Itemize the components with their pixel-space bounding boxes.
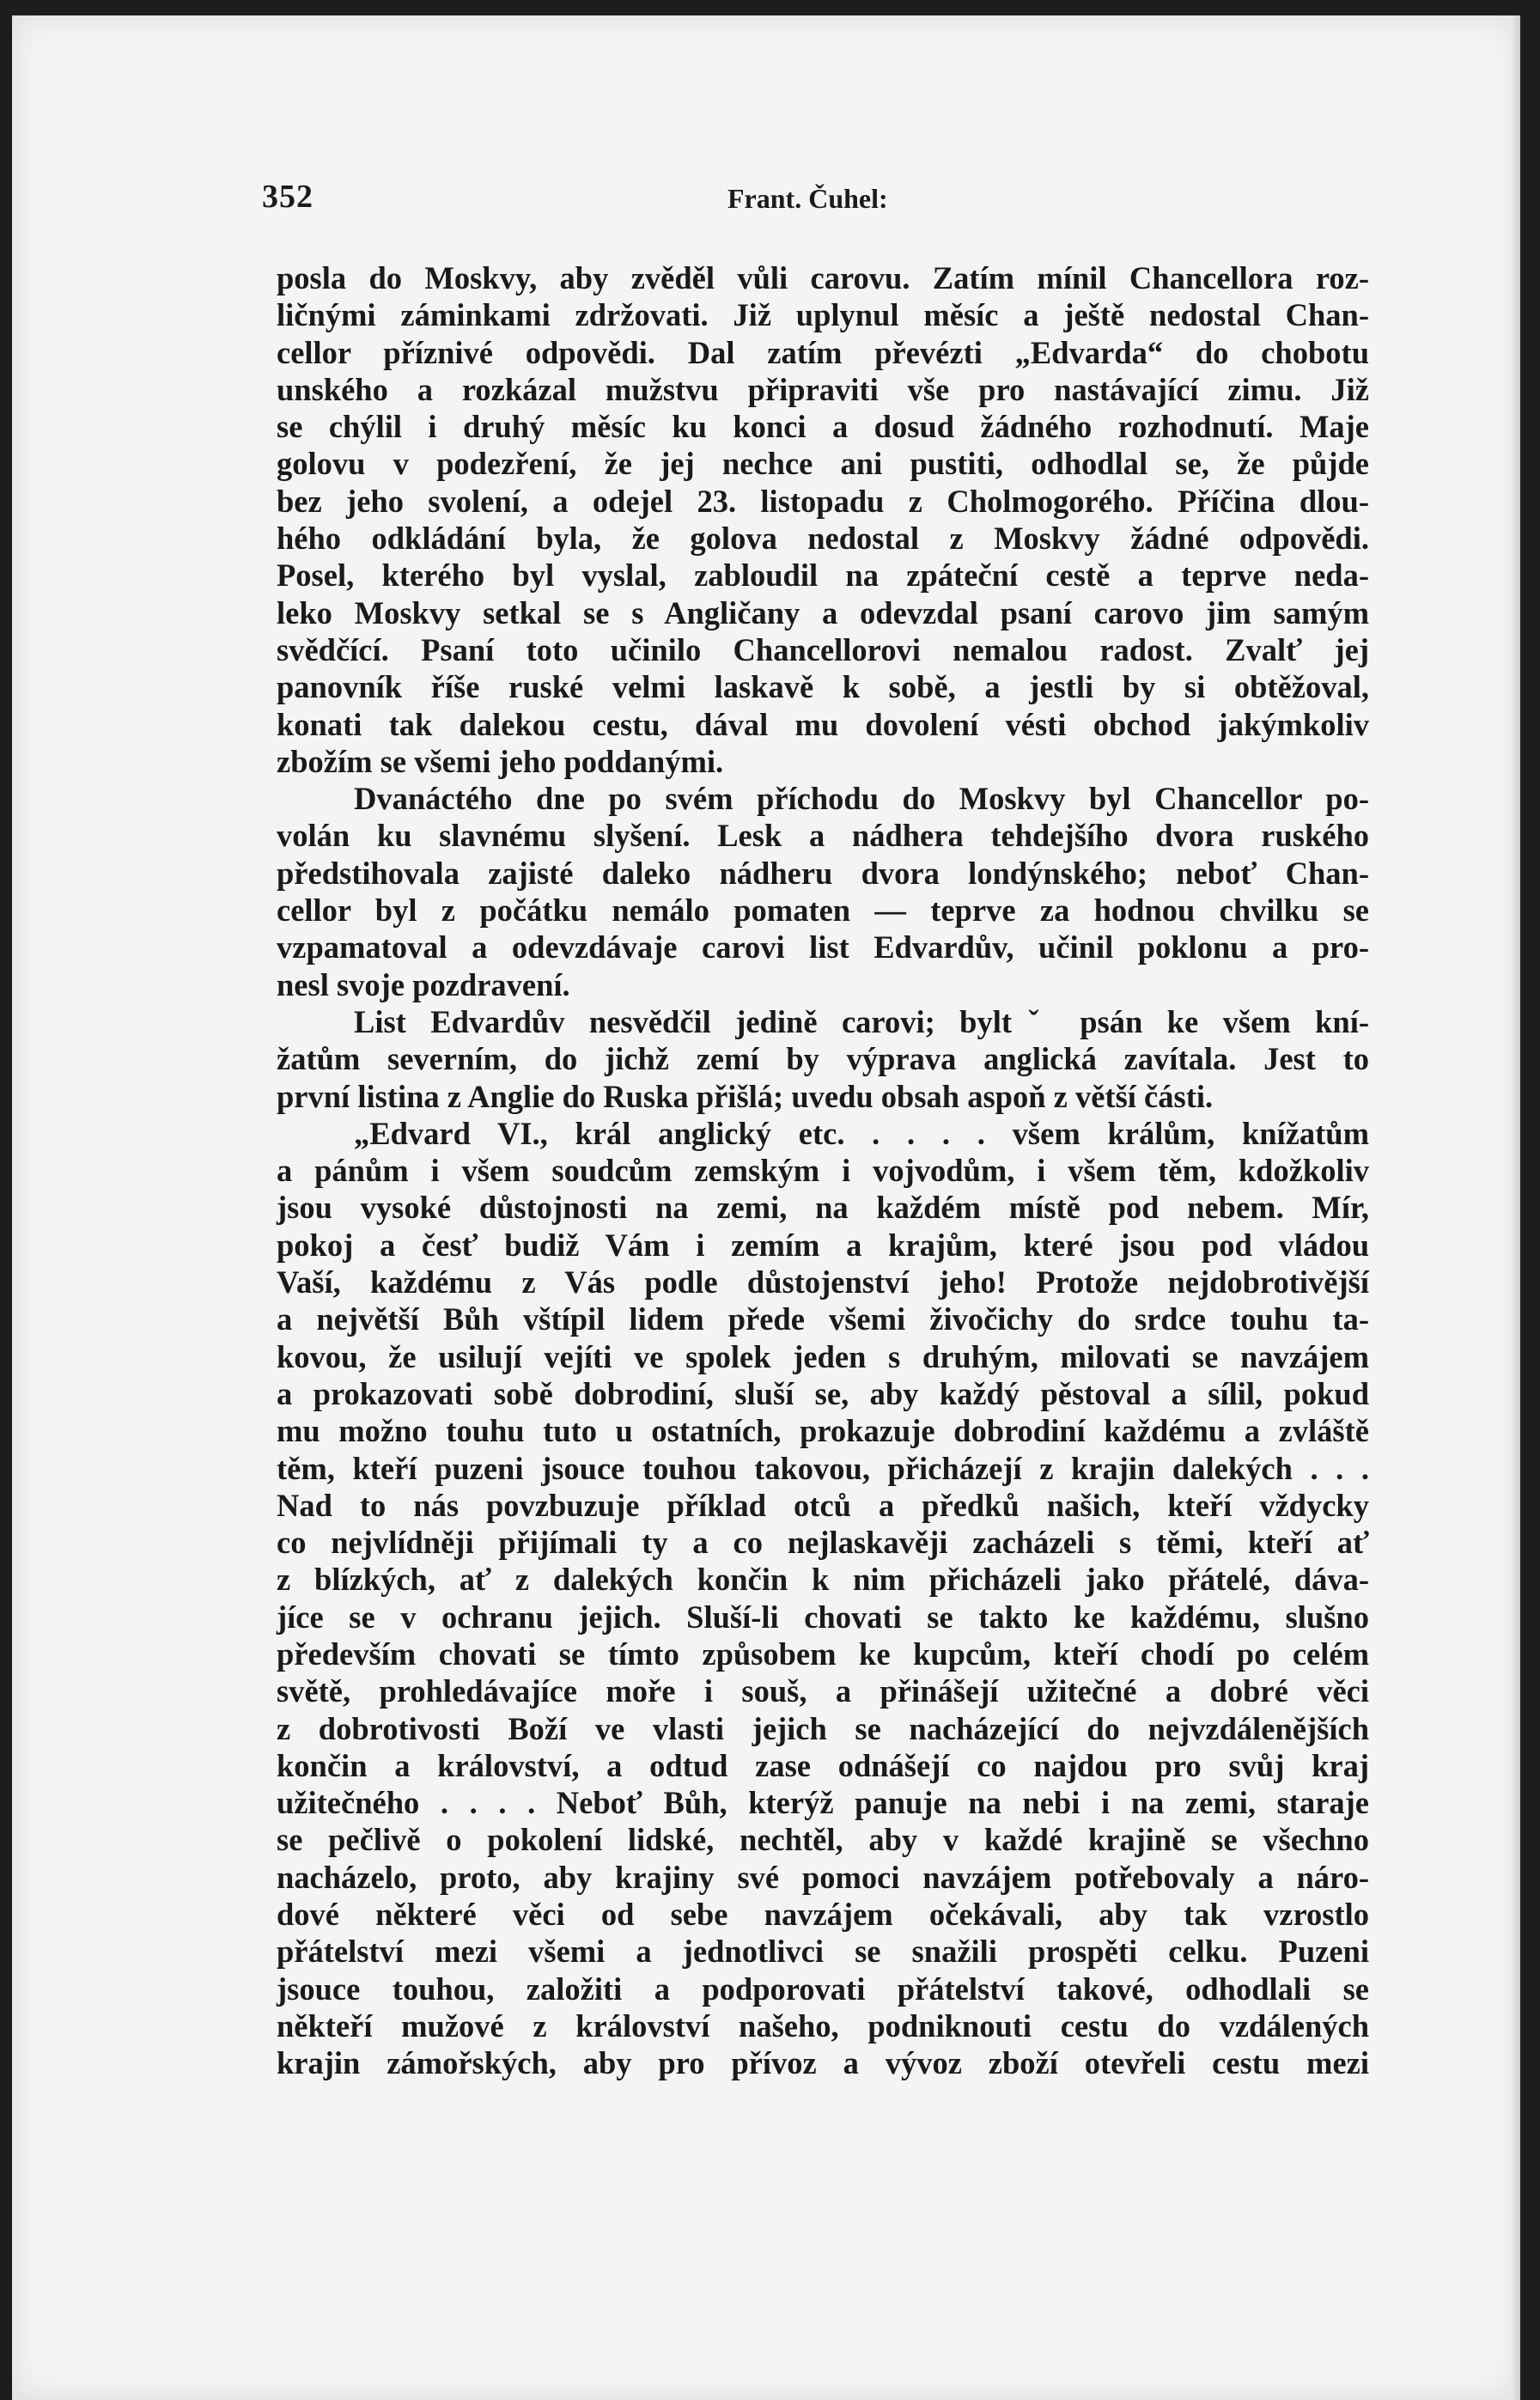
text-line: konati tak dalekou cestu, dával mu dovolení vésti obchod jakýmkoliv (277, 706, 1369, 742)
text-line: svědčící. Psaní toto učinilo Chancellorovi nemalou radost. Zvalť jej (277, 631, 1369, 667)
text-line: ličnými záminkami zdržovati. Již uplynul měsíc a ještě nedostal Chan- (277, 297, 1369, 333)
text-line: Nad to nás povzbuzuje příklad otců a předků našich, kteří vždycky (277, 1487, 1369, 1523)
text-line: a největší Bůh vštípil lidem přede všemi živočichy do srdce touhu ta- (277, 1301, 1369, 1337)
text-line: golovu v podezření, že jej nechce ani pustiti, odhodlal se, že půjde (277, 446, 1369, 482)
text-line: Posel, kterého byl vyslal, zabloudil na zpáteční cestě a teprve neda- (277, 557, 1369, 594)
page-edge (1512, 15, 1520, 2400)
text-line: unského a rozkázal mužstvu připraviti vše pro nastávající zimu. Již (277, 371, 1369, 407)
body-text (277, 259, 1369, 2082)
text-line: především chovati se tímto způsobem ke kupcům, kteří chodí po celém (277, 1636, 1369, 1672)
text-line: a pánům i všem soudcům zemským i vojvodům, i všem těm, kdožkoliv (277, 1153, 1369, 1189)
text-line: List Edvardův nesvědčil jedině carovi; byltˇ psán ke všem kní- (354, 1003, 1369, 1039)
text-line: předstihovala zajisté daleko nádheru dvora londýnského; neboť Chan- (277, 855, 1369, 891)
page-number: 352 (262, 179, 313, 215)
running-head: Frant. Čuhel: (727, 183, 888, 214)
text-line: jsouce touhou, založiti a podporovati přátelství takové, odhodlali se (277, 1971, 1369, 2007)
text-line: někteří mužové z království našeho, podniknouti cestu do vzdálených (277, 2007, 1369, 2044)
text-line: nacházelo, proto, aby krajiny své pomoci navzájem potřebovaly a náro- (277, 1859, 1369, 1895)
text-line: žatům severním, do jichž zemí by výprava anglická zavítala. Jest to (277, 1041, 1369, 1077)
text-line: leko Moskvy setkal se s Angličany a odevzdal psaní carovo jim samým (277, 594, 1369, 630)
text-line: vzpamatoval a odevzdávaje carovi list Edvardův, učinil poklonu a pro- (277, 929, 1369, 965)
text-line: krajin zámořských, aby pro přívoz a vývoz zboží otevřeli cestu mezi (277, 2045, 1369, 2081)
text-line: těm, kteří puzeni jsouce touhou takovou, přicházejí z krajin dalekých . . . (277, 1450, 1369, 1486)
text-line: se pečlivě o pokolení lidské, nechtěl, aby v každé krajině se všechno (277, 1822, 1369, 1858)
text-line: mu možno touhu tuto u ostatních, prokazuje dobrodiní každému a zvláště (277, 1413, 1369, 1449)
text-line: panovník říše ruské velmi laskavě k sobě, a jestli by si obtěžoval, (277, 669, 1369, 705)
text-line: cellor byl z počátku nemálo pomaten — teprve za hodnou chvilku se (277, 892, 1369, 929)
text-line: jsou vysoké důstojnosti na zemi, na každém místě pod nebem. Mír, (277, 1190, 1369, 1226)
text-line: z blízkých, ať z dalekých končin k nim přicházeli jako přátelé, dáva- (277, 1562, 1369, 1598)
text-line: a prokazovati sobě dobrodiní, sluší se, aby každý pěstoval a sílil, pokud (277, 1375, 1369, 1411)
text-line: nesl svoje pozdravení. (277, 966, 570, 1002)
text-line: „Edvard VI., král anglický etc. . . . . všem králům, knížatům (354, 1115, 1369, 1151)
text-line: cellor příznivé odpovědi. Dal zatím převézti „Edvarda“ do chobotu (277, 334, 1369, 370)
text-line: pokoj a česť budiž Vám i zemím a krajům, které jsou pod vládou (277, 1227, 1369, 1263)
text-line: z dobrotivosti Boží ve vlasti jejich se nacházející do nejvzdálenějších (277, 1710, 1369, 1746)
text-line: kovou, že usilují vejíti ve spolek jeden s druhým, milovati se navzájem (277, 1338, 1369, 1374)
text-line: světě, prohledávajíce moře i souš, a přinášejí užitečné a dobré věci (277, 1673, 1369, 1709)
text-line: Vaší, každému z Vás podle důstojenství jeho! Protože nejdobrotivější (277, 1264, 1369, 1301)
text-line: jíce se v ochranu jejich. Sluší-li chovati se takto ke každému, slušno (277, 1599, 1369, 1635)
text-line: první listina z Anglie do Ruska přišlá; uvedu obsah aspoň z větší části. (277, 1078, 1214, 1114)
page-header (262, 178, 932, 229)
text-line: posla do Moskvy, aby zvěděl vůli carovu. Zatím mínil Chancellora roz- (277, 260, 1369, 295)
text-line: užitečného . . . . Neboť Bůh, kterýž panuje na nebi i na zemi, staraje (277, 1785, 1369, 1821)
text-line: bez jeho svolení, a odejel 23. listopadu z Cholmogorého. Příčina dlou- (277, 483, 1369, 519)
text-line: končin a království, a odtud zase odnášejí co najdou pro svůj kraj (277, 1747, 1369, 1783)
text-line: co nejvlídněji přijímali ty a co nejlaskavěji zacházeli s těmi, kteří ať (277, 1525, 1369, 1561)
text-line: Dvanáctého dne po svém příchodu do Moskvy byl Chancellor po- (354, 781, 1369, 817)
text-line: dové některé věci od sebe navzájem očekávali, aby tak vzrostlo (277, 1897, 1369, 1933)
text-line: zbožím se všemi jeho poddanými. (277, 743, 724, 779)
text-line: hého odkládání byla, že golova nedostal z Moskvy žádné odpovědi. (277, 521, 1369, 557)
text-line: volán ku slavnému slyšení. Lesk a nádhera tehdejšího dvora ruského (277, 818, 1369, 854)
text-line: přátelství mezi všemi a jednotlivci se snažili prospěti celku. Puzeni (277, 1934, 1369, 1970)
text-line: se chýlil i druhý měsíc ku konci a dosud žádného rozhodnutí. Maje (277, 409, 1369, 445)
